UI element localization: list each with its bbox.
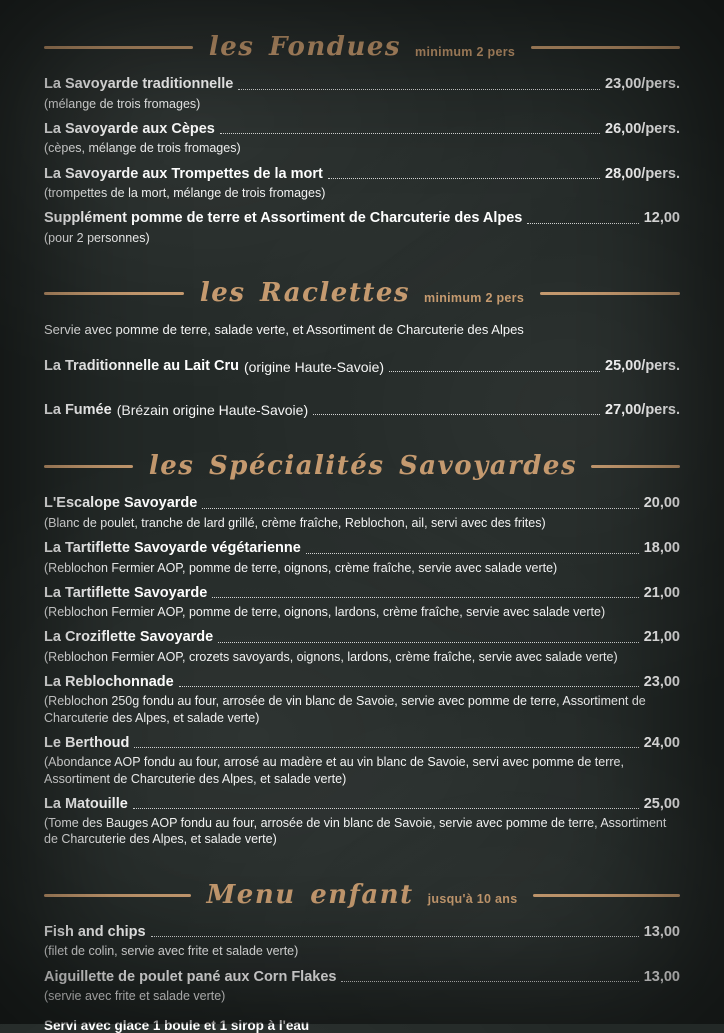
item-row xyxy=(44,969,680,986)
item-price: 18,00 xyxy=(643,540,680,557)
item-description: (mélange de trois fromages) xyxy=(44,96,201,111)
menu-item xyxy=(44,796,680,848)
dotted-leader xyxy=(389,371,600,372)
item-price: 21,00 xyxy=(643,584,680,601)
section-title: Menu enfant xyxy=(206,879,414,910)
item-name: La Tartiflette Savoyarde végétarienne xyxy=(44,540,301,557)
item-description: (Abondance AOP fondu au four, arrosé au madère et au vin blanc de Savoie, servi avec pomme de terre, Assortiment de Charcuterie des Alpes, et salade verte) xyxy=(44,755,624,786)
item-name: La Matouille xyxy=(44,795,128,812)
section-note: Servie avec pomme de terre, salade verte, et Assortiment de Charcuterie des Alpes xyxy=(44,322,524,338)
item-name: La Tartiflette Savoyarde xyxy=(44,584,208,601)
menu-item xyxy=(44,358,680,375)
item-name: Aiguillette de poulet pané aux Corn Flakes xyxy=(44,968,337,985)
dotted-leader xyxy=(202,508,638,509)
item-row xyxy=(44,495,680,512)
dotted-leader xyxy=(527,223,638,224)
item-price: 27,00/pers. xyxy=(605,401,680,418)
dotted-leader xyxy=(133,808,639,809)
item-row xyxy=(44,585,680,602)
menu-item xyxy=(44,540,680,576)
heading-rule-left xyxy=(44,292,184,295)
heading-rule-right xyxy=(531,46,680,49)
menu-section xyxy=(44,879,680,1033)
item-name: La Traditionnelle au Lait Cru xyxy=(44,358,239,375)
item-row xyxy=(44,540,680,557)
item-row xyxy=(44,924,680,941)
item-price: 25,00/pers. xyxy=(605,358,680,375)
item-name: La Savoyarde traditionnelle xyxy=(44,76,234,93)
menu-item xyxy=(44,924,680,960)
dotted-leader xyxy=(328,178,600,179)
item-description: (Tome des Bauges AOP fondu au four, arrosée de vin blanc de Savoie, servie avec pomme de terre, Assortiment de Charcuterie des Alpes, et salade verte) xyxy=(44,816,667,847)
item-row xyxy=(44,76,680,93)
menu-section xyxy=(44,453,680,848)
item-price: 25,00 xyxy=(643,795,680,812)
item-description: (Reblochon Fermier AOP, crozets savoyards, oignons, lardons, crème fraîche, servie avec salade verte) xyxy=(44,649,618,664)
dotted-leader xyxy=(313,414,600,415)
item-row xyxy=(44,210,680,227)
item-description: (servie avec frite et salade verte) xyxy=(44,989,226,1004)
item-price: 13,00 xyxy=(643,924,680,941)
item-description: (Blanc de poulet, tranche de lard grillé, crème fraîche, Reblochon, ail, servi avec des frites) xyxy=(44,515,546,530)
section-subtitle: jusqu'à 10 ans xyxy=(427,892,518,907)
section-heading xyxy=(44,879,680,910)
item-description: (Reblochon Fermier AOP, pomme de terre, oignons, crème fraîche, servie avec salade verte) xyxy=(44,560,558,575)
item-row xyxy=(44,674,680,691)
menu-item xyxy=(44,735,680,787)
item-row xyxy=(44,796,680,813)
item-name: La Reblochonnade xyxy=(44,674,174,691)
item-name-suffix: (origine Haute-Savoie) xyxy=(243,359,385,375)
menu-item xyxy=(44,969,680,1005)
item-price: 21,00 xyxy=(643,629,680,646)
dotted-leader xyxy=(151,936,639,937)
section-title: les Fondues xyxy=(208,32,402,62)
item-name-suffix: (Brézain origine Haute-Savoie) xyxy=(116,402,309,419)
section-subtitle: minimum 2 pers xyxy=(415,44,516,59)
section-items xyxy=(44,924,680,1004)
section-items xyxy=(44,358,680,419)
menu-item xyxy=(44,674,680,726)
dotted-leader xyxy=(134,747,638,748)
item-description: (Reblochon 250g fondu au four, arrosée de vin blanc de Savoie, servie avec pomme de terre, Assortiment de Charcuterie des Alpes, et salade verte) xyxy=(44,694,646,725)
menu-section xyxy=(44,277,680,419)
item-description: (trompettes de la mort, mélange de trois fromages) xyxy=(44,185,326,200)
dotted-leader xyxy=(218,642,638,643)
dotted-leader xyxy=(220,133,600,134)
item-price: 23,00 xyxy=(643,674,680,691)
heading-rule-left xyxy=(44,465,133,468)
menu-item xyxy=(44,402,680,419)
section-heading xyxy=(44,34,680,61)
item-row xyxy=(44,121,680,138)
menu-sections xyxy=(44,34,680,1033)
item-price: 12,00 xyxy=(643,210,680,227)
item-price: 23,00/pers. xyxy=(605,76,680,93)
item-name: Supplément pomme de terre et Assortiment de Charcuterie des Alpes xyxy=(44,210,523,227)
item-price: 20,00 xyxy=(643,495,680,512)
section-title: les Spécialités Savoyardes xyxy=(148,451,578,482)
item-name: La Savoyarde aux Trompettes de la mort xyxy=(44,165,323,182)
section-subtitle: minimum 2 pers xyxy=(424,290,525,305)
section-items xyxy=(44,495,680,847)
item-description: (filet de colin, servie avec frite et salade verte) xyxy=(44,944,299,959)
item-price: 13,00 xyxy=(643,968,680,985)
item-name: La Fumée xyxy=(44,401,112,418)
menu-item xyxy=(44,629,680,665)
menu-section xyxy=(44,34,680,246)
section-title: les Raclettes xyxy=(199,277,411,308)
dotted-leader xyxy=(238,89,600,90)
heading-rule-right xyxy=(540,292,680,295)
section-items xyxy=(44,76,680,246)
item-description: (pour 2 personnes) xyxy=(44,230,150,245)
item-row xyxy=(44,629,680,646)
dotted-leader xyxy=(179,686,639,687)
menu-item xyxy=(44,585,680,621)
item-name: La Savoyarde aux Cèpes xyxy=(44,120,215,137)
heading-rule-left xyxy=(44,46,193,49)
heading-rule-right xyxy=(533,894,680,897)
item-row xyxy=(44,735,680,752)
item-name: Le Berthoud xyxy=(44,734,130,751)
item-name: Fish and chips xyxy=(44,924,146,941)
section-heading xyxy=(44,453,680,480)
item-price: 24,00 xyxy=(643,734,680,751)
heading-rule-right xyxy=(591,465,680,468)
section-heading xyxy=(44,277,680,308)
item-description: (Reblochon Fermier AOP, pomme de terre, oignons, lardons, crème fraîche, servie avec salade verte) xyxy=(44,605,606,620)
menu-item xyxy=(44,76,680,112)
section-footnote: Servi avec glace 1 boule et 1 sirop à l'eau xyxy=(44,1018,310,1033)
item-price: 28,00/pers. xyxy=(605,165,680,182)
menu-item xyxy=(44,210,680,246)
dotted-leader xyxy=(341,981,638,982)
menu-item xyxy=(44,166,680,202)
dotted-leader xyxy=(306,553,639,554)
item-name: L'Escalope Savoyarde xyxy=(44,495,198,512)
item-price: 26,00/pers. xyxy=(605,120,680,137)
item-name: La Croziflette Savoyarde xyxy=(44,629,214,646)
item-row xyxy=(44,402,680,419)
dotted-leader xyxy=(212,597,638,598)
menu-item xyxy=(44,121,680,157)
menu-item xyxy=(44,495,680,531)
item-row xyxy=(44,358,680,375)
heading-rule-left xyxy=(44,894,191,897)
item-description: (cèpes, mélange de trois fromages) xyxy=(44,141,241,156)
item-row xyxy=(44,166,680,183)
